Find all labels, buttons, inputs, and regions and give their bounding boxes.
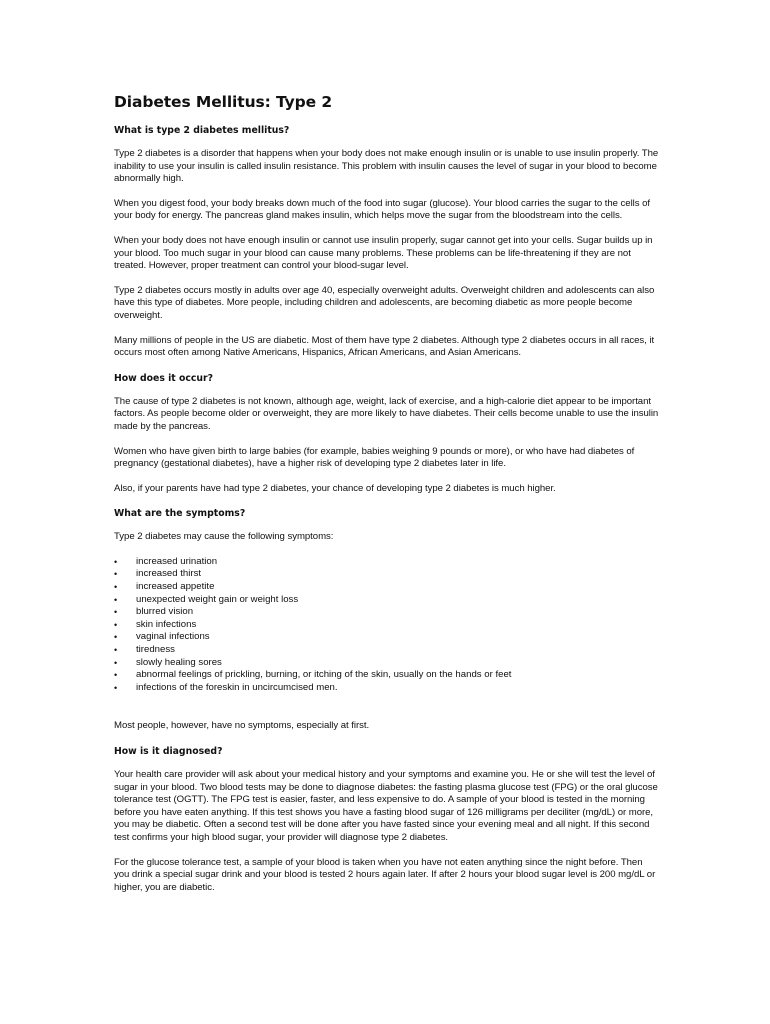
bullet-icon: • (114, 594, 118, 605)
list-item-text: infections of the foreskin in uncircumcised men. (136, 681, 338, 693)
section-diagnosis (114, 745, 660, 894)
list-item (114, 644, 660, 657)
bullet-icon: • (114, 645, 118, 656)
paragraph: Also, if your parents have had type 2 diabetes, your chance of developing type 2 diabetes is much higher. (114, 482, 556, 494)
paragraph: Women who have given birth to large babies (for example, babies weighing 9 pounds or more), or who have had diabetes of pregnancy (gestational diabetes), have a higher risk of developing type 2 diabetes later in life. (114, 445, 635, 470)
page-title: Diabetes Mellitus: Type 2 (114, 93, 333, 111)
paragraph: When your body does not have enough insulin or cannot use insulin properly, sugar cannot get into your cells. Sugar builds up in your blood. Too much sugar in your blood can cause many problems. These problems can be life-threatening if they are not treated. However, proper treatment can control your blood-sugar level. (114, 234, 653, 272)
paragraph: Type 2 diabetes occurs mostly in adults over age 40, especially overweight adults. Overweight children and adolescents can also have this type of diabetes. More people, including children and adolescents, are becoming diabetic as more people become overweight. (114, 284, 655, 321)
bullet-icon: • (114, 569, 118, 580)
list-item (114, 682, 660, 695)
list-item-text: vaginal infections (136, 631, 210, 643)
paragraph: For the glucose tolerance test, a sample of your blood is taken when you have not eaten anything since the night before. Then you drink a special sugar drink and your blood is tested 2 hours again later. If after 2 hours your blood sugar level is 200 mg/dL or higher, you are diabetic. (114, 856, 656, 893)
spacer (114, 706, 660, 720)
list-item (114, 606, 660, 619)
section-heading: What is type 2 diabetes mellitus? (114, 125, 290, 136)
bullet-icon: • (114, 607, 118, 618)
document-page (114, 92, 660, 906)
bullet-icon: • (114, 582, 118, 593)
paragraph: The cause of type 2 diabetes is not known, although age, weight, lack of exercise, and a high-calorie diet appear to be important factors. As people become older or overweight, they are more likely to have diabetes. Their cells become unable to use the insulin made by the pancreas. (114, 395, 659, 432)
bullet-icon: • (114, 632, 118, 643)
list-item (114, 556, 660, 569)
list-item-text: blurred vision (136, 606, 194, 618)
list-item-text: tiredness (136, 644, 175, 656)
list-item-text: abnormal feelings of prickling, burning, or itching of the skin, usually on the hands or feet (136, 669, 512, 681)
section-heading: How does it occur? (114, 372, 213, 384)
symptoms-outro: Most people, however, have no symptoms, especially at first. (114, 720, 370, 732)
bullet-icon: • (114, 657, 118, 668)
section-heading: How is it diagnosed? (114, 746, 223, 757)
bullet-icon: • (114, 619, 118, 630)
list-item-text: increased appetite (136, 581, 215, 593)
list-item (114, 669, 660, 682)
list-item (114, 631, 660, 644)
list-item (114, 619, 660, 632)
list-item (114, 581, 660, 594)
bullet-icon: • (114, 682, 118, 693)
list-item-text: skin infections (136, 618, 197, 630)
paragraph: Type 2 diabetes is a disorder that happens when your body does not make enough insulin or is unable to use insulin properly. The inability to use your insulin is called insulin resistance. This problem with insulin causes the level of sugar in your blood to become abnormally high. (114, 148, 659, 185)
list-item-text: unexpected weight gain or weight loss (136, 593, 299, 605)
paragraph: Many millions of people in the US are diabetic. Most of them have type 2 diabetes. Although type 2 diabetes occurs in all races, it occurs most often among Native Americans, Hispanics, African Americans, and Asian Americans. (114, 334, 655, 359)
section-how-occur (114, 372, 660, 496)
bullet-icon: • (114, 556, 118, 567)
paragraph: When you digest food, your body breaks down much of the food into sugar (glucose). Your blood carries the sugar to the cells of your body for energy. The pancreas gland makes insulin, which helps move the sugar from the bloodstream into the cells. (114, 197, 651, 222)
paragraph: Your health care provider will ask about your medical history and your symptoms and examine you. He or she will test the level of sugar in your blood. Two blood tests may be done to diagnose diabetes: the fasting plasma glucose test (FPG) or the oral glucose tolerance test (OGTT). The FPG test is easier, faster, and less expensive to do. A sample of your blood is tested in the morning before you have eaten anything. If this test shows you have a fasting blood sugar of 126 milligrams per deciliter (mg/dL) or more, you may be diabetic. Often a second test will be done after you have fasted since your evening meal and all night. If this second test confirms your high blood sugar, your provider will diagnose type 2 diabetes. (114, 769, 658, 843)
symptoms-list (114, 556, 660, 695)
bullet-icon: • (114, 670, 118, 681)
list-item (114, 568, 660, 581)
list-item (114, 594, 660, 607)
section-symptoms (114, 507, 660, 733)
section-heading: What are the symptoms? (114, 508, 246, 520)
list-item-text: slowly healing sores (136, 656, 222, 668)
list-item-text: increased thirst (136, 568, 202, 580)
list-item-text: increased urination (136, 555, 218, 567)
list-item (114, 657, 660, 670)
symptoms-intro: Type 2 diabetes may cause the following symptoms: (114, 531, 334, 543)
section-what-is (114, 124, 660, 360)
